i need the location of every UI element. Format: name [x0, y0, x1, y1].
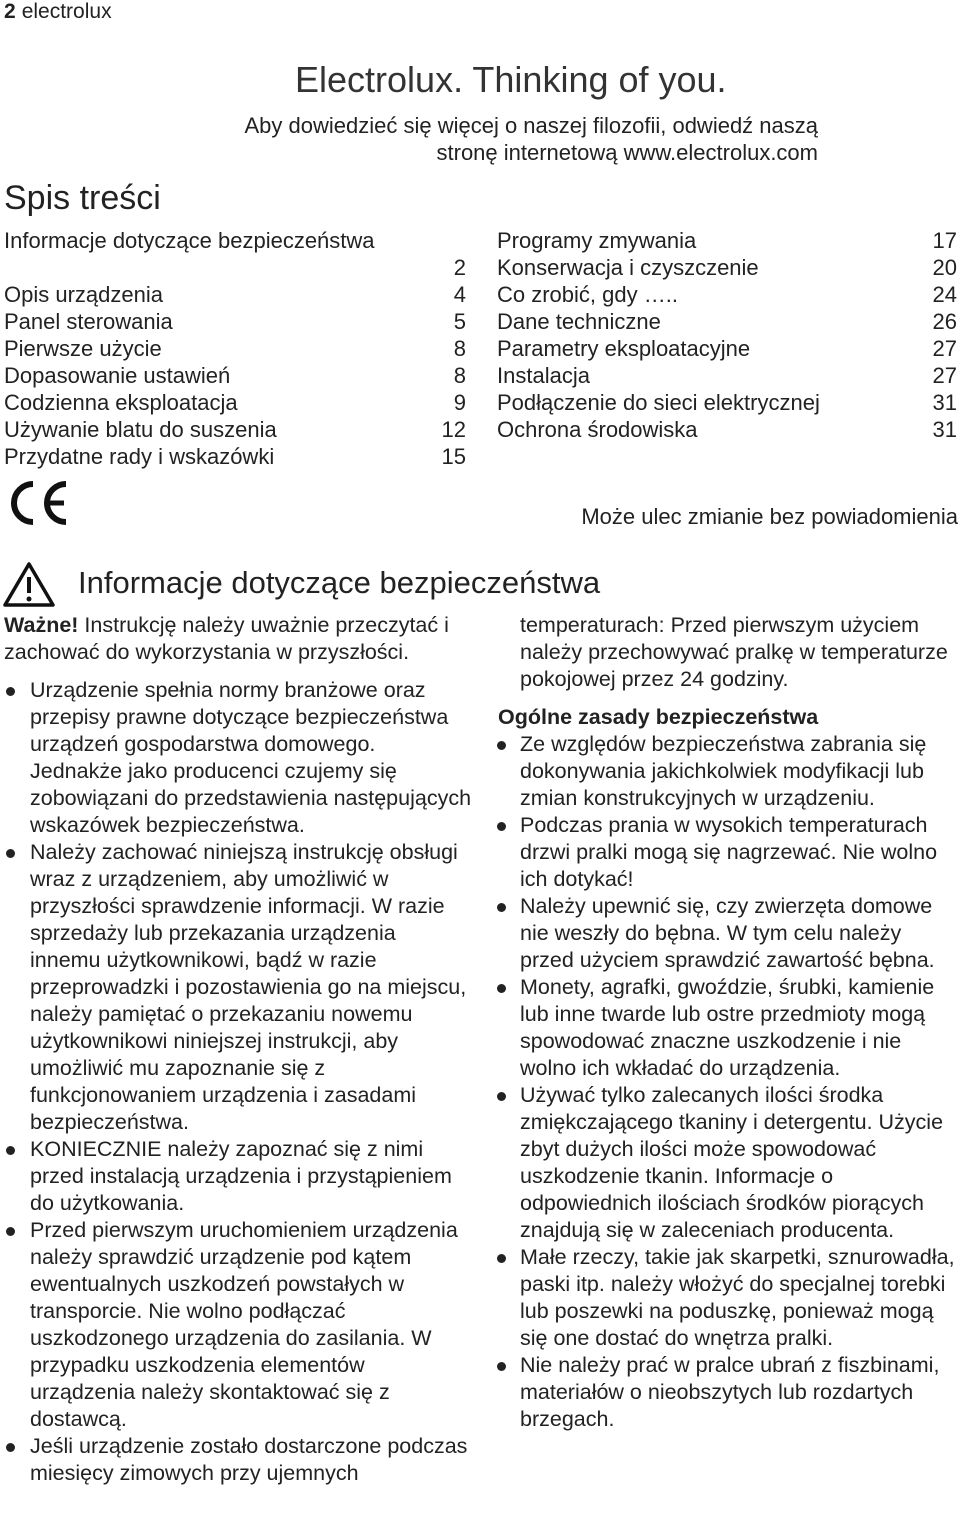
ce-mark-icon	[6, 480, 70, 526]
intro-text	[150, 112, 818, 166]
toc-item-page: 27	[932, 336, 957, 361]
toc-right-column	[497, 227, 957, 443]
toc-item-page: 5	[453, 309, 466, 334]
toc-item-label: Opis urządzenia	[4, 282, 163, 307]
general-rules-heading: Ogólne zasady bezpieczeństwa	[498, 705, 819, 729]
list-item-text: Podczas prania w wysokich temperaturach drzwi pralki mogą się nagrzewać. Nie wolno ich dotykać!	[520, 813, 938, 891]
intro-line: Aby dowiedzieć się więcej o naszej filozofii, odwiedź naszą	[244, 113, 818, 138]
list-item	[520, 1352, 960, 1433]
toc-item-label: Programy zmywania	[497, 228, 697, 253]
toc-item-label: Przydatne rady i wskazówki	[4, 444, 275, 469]
toc-item[interactable]	[4, 227, 466, 281]
toc-item[interactable]	[497, 227, 957, 254]
list-item	[4, 839, 472, 1136]
list-item	[4, 1433, 472, 1487]
toc-item-label: Panel sterowania	[4, 309, 173, 334]
change-notice: Może ulec zmianie bez powiadomienia	[581, 504, 958, 529]
important-text: Instrukcję należy uważnie przeczytać i zachować do wykorzystania w przyszłości.	[4, 613, 449, 664]
toc-item-page: 4	[453, 282, 466, 307]
safety-list-left	[4, 677, 472, 1487]
toc-item-page: 8	[453, 336, 466, 361]
list-item-text: Nie należy prać w pralce ubrań z fiszbinami, materiałów o nieobszytych lub rozdartych brzegach.	[520, 1353, 940, 1431]
toc-item[interactable]	[4, 389, 466, 416]
list-item	[520, 812, 960, 893]
page-header	[4, 0, 112, 24]
toc-item[interactable]	[497, 416, 957, 443]
list-item-text: Małe rzeczy, takie jak skarpetki, sznurowadła, paski itp. należy włożyć do specjalnej torebki lub poszewki na poduszkę, ponieważ mogą się one dostać do wnętrza pralki.	[520, 1245, 955, 1350]
toc-item-label: Parametry eksploatacyjne	[497, 336, 751, 361]
toc-item-label: Co zrobić, gdy …..	[497, 282, 678, 307]
toc-item[interactable]	[497, 362, 957, 389]
toc-item-page: 27	[932, 363, 957, 388]
toc-left-column	[4, 227, 466, 470]
toc-item[interactable]	[4, 443, 466, 470]
toc-item-page: 31	[932, 390, 957, 415]
list-item	[4, 677, 472, 839]
toc-item-label: Informacje dotyczące bezpieczeństwa	[4, 228, 375, 253]
toc-item-page: 17	[932, 228, 957, 253]
toc-item-page: 26	[932, 309, 957, 334]
toc-item[interactable]	[4, 416, 466, 443]
toc-item[interactable]	[497, 281, 957, 308]
list-item-text: Monety, agrafki, gwoździe, śrubki, kamienie lub inne twarde lub ostre przedmioty mogą spowodować znaczne uszkodzenie i nie wolno ich wkładać do urządzenia.	[520, 975, 935, 1080]
list-item-text: KONIECZNIE należy zapoznać się z nimi przed instalacją urządzenia i przystąpieniem do użytkowania.	[30, 1137, 452, 1215]
safety-list-right	[520, 731, 960, 1433]
list-item-text: Urządzenie spełnia normy branżowe oraz przepisy prawne dotyczące bezpieczeństwa urządzeń gospodarstwa domowego. Jednakże jako producenci czujemy się zobowiązani do przedstawienia następujących wskazówek bezpieczeństwa.	[30, 678, 472, 837]
toc-item-label: Dopasowanie ustawień	[4, 363, 231, 388]
important-paragraph	[4, 612, 472, 666]
safety-left-column	[4, 612, 472, 1487]
toc-item-label: Używanie blatu do suszenia	[4, 417, 277, 442]
toc-item[interactable]	[497, 254, 957, 281]
list-item	[520, 1244, 960, 1352]
toc-item-label: Pierwsze użycie	[4, 336, 162, 361]
toc-item[interactable]	[4, 362, 466, 389]
toc-item[interactable]	[497, 335, 957, 362]
page-number: 2	[4, 0, 16, 23]
toc-item-page: 12	[441, 417, 466, 442]
toc-item-page: 8	[453, 363, 466, 388]
list-item-text: Ze względów bezpieczeństwa zabrania się dokonywania jakichkolwiek modyfikacji lub zmian konstrukcyjnych w urządzeniu.	[520, 732, 927, 810]
list-item	[520, 1082, 960, 1244]
toc-item-label: Konserwacja i czyszczenie	[497, 255, 759, 280]
toc-title: Spis treści	[4, 179, 161, 217]
toc-item-label: Dane techniczne	[497, 309, 661, 334]
list-item-text: Jeśli urządzenie zostało dostarczone podczas miesięcy zimowych przy ujemnych	[30, 1434, 468, 1485]
toc-item[interactable]	[497, 308, 957, 335]
toc-item[interactable]	[497, 389, 957, 416]
slogan: Electrolux. Thinking of you.	[295, 59, 727, 100]
toc-item-page: 24	[932, 282, 957, 307]
list-item	[520, 974, 960, 1082]
section-title: Informacje dotyczące bezpieczeństwa	[78, 565, 601, 600]
list-item-text: Należy zachować niniejszą instrukcję obsługi wraz z urządzeniem, aby umożliwić w przyszłości sprawdzenie informacji. W razie sprzedaży lub przekazania urządzenia innemu użytkownikowi, bądź w razie przeprowadzki i pozostawienia go na miejscu, należy pamiętać o przekazaniu nowemu użytkownikowi niniejszej instrukcji, aby umożliwić mu zapoznanie się z funkcjonowaniem urządzenia i zasadami bezpieczeństwa.	[30, 840, 467, 1134]
list-item	[4, 1217, 472, 1433]
brand-name: electrolux	[21, 0, 112, 23]
list-item	[520, 893, 960, 974]
list-item	[4, 1136, 472, 1217]
list-item	[520, 731, 960, 812]
toc-item-page: 2	[453, 255, 466, 280]
list-item-text: Należy upewnić się, czy zwierzęta domowe nie weszły do bębna. W tym celu należy przed użyciem sprawdzić zawartość bębna.	[520, 894, 935, 972]
warning-triangle-icon	[2, 560, 56, 608]
toc-item-page: 20	[932, 255, 957, 280]
toc-item[interactable]	[4, 281, 466, 308]
toc-item-label: Podłączenie do sieci elektrycznej	[497, 390, 820, 415]
toc-item-label: Codzienna eksploatacja	[4, 390, 238, 415]
list-item-text: Używać tylko zalecanych ilości środka zmiękczającego tkaniny i detergentu. Użycie zbyt dużych ilości może spowodować uszkodzenie tkanin. Informacje o odpowiednich ilościach środków piorących znajdują się w zaleceniach producenta.	[520, 1083, 944, 1242]
toc-item[interactable]	[4, 308, 466, 335]
toc-item-page: 31	[932, 417, 957, 442]
continuation-text: temperaturach: Przed pierwszym użyciem należy przechowywać pralkę w temperaturze pokojowej przez 24 godziny.	[520, 613, 948, 691]
toc-item-label: Ochrona środowiska	[497, 417, 698, 442]
important-label: Ważne!	[4, 613, 79, 637]
toc-item-page: 9	[453, 390, 466, 415]
intro-line: stronę internetową www.electrolux.com	[436, 140, 818, 165]
safety-right-column	[498, 612, 960, 1433]
toc-item-page: 15	[441, 444, 466, 469]
list-item-text: Przed pierwszym uruchomieniem urządzenia należy sprawdzić urządzenie pod kątem ewentualnych uszkodzeń powstałych w transporcie. Nie wolno podłączać uszkodzonego urządzenia do zasilania. W przypadku uszkodzenia elementów urządzenia należy skontaktować się z dostawcą.	[30, 1218, 458, 1431]
toc-item-label: Instalacja	[497, 363, 590, 388]
toc-item[interactable]	[4, 335, 466, 362]
